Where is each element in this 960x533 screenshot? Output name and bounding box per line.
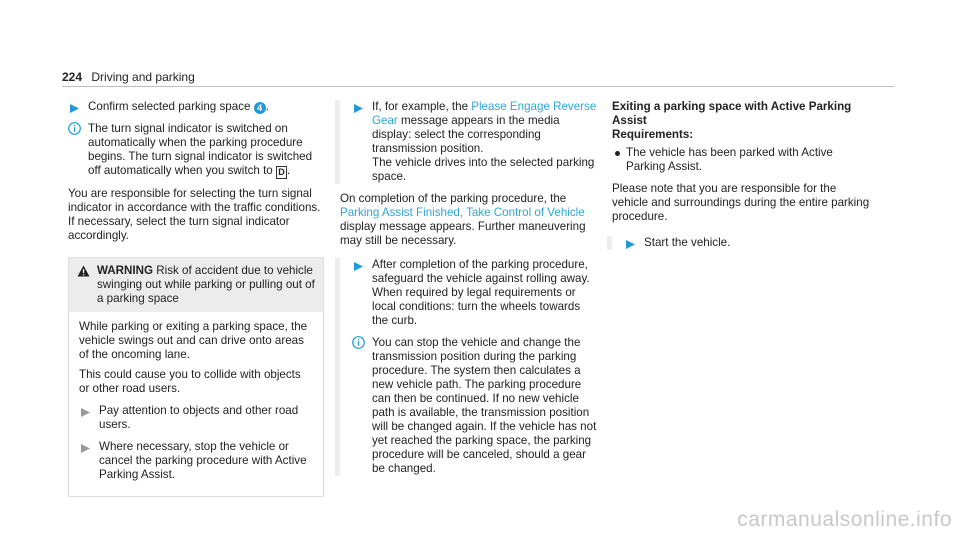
para-completion: [340, 192, 598, 248]
step-after-text: After completion of the parking procedure, safeguard the vehicle against rolling away. When required by legal requirements or local conditions: turn the wheels towards the curb.: [372, 258, 590, 327]
step-confirm-text: Confirm selected parking space: [88, 100, 254, 113]
column-middle: [340, 100, 598, 484]
info-icon: [352, 336, 365, 353]
step-start-vehicle: [624, 236, 874, 250]
step-if-result: The vehicle drives into the selected parking space.: [372, 156, 595, 183]
para-completion-text: On completion of the parking procedure, the: [340, 192, 567, 205]
requirements-label: Requirements:: [612, 128, 694, 141]
warning-box: [68, 257, 324, 497]
note-turn-signal: [68, 122, 326, 179]
arrow-right-icon: [70, 103, 79, 117]
step-engage-gear: [352, 100, 598, 184]
arrow-right-icon: [354, 103, 363, 117]
warning-step-1: [79, 404, 313, 432]
section-heading: Exiting a parking space with Active Parking Assist: [612, 100, 852, 127]
info-icon: [68, 122, 81, 139]
para-completion-end: display message appears. Further maneuvering may still be necessary.: [340, 220, 586, 247]
para-responsibility: Please note that you are responsible for the vehicle and surroundings during the entire parking procedure.: [612, 182, 870, 223]
para-responsible: You are responsible for selecting the turn signal indicator in accordance with the traffic conditions. If necessary, select the turn signal indicator accordingly.: [68, 187, 321, 242]
arrow-right-icon: [81, 407, 90, 421]
note-stop-vehicle: [352, 336, 598, 476]
warning-header: [69, 258, 323, 312]
arrow-right-icon: [354, 261, 363, 275]
step-group-after: [335, 258, 598, 476]
warning-step-2-text: Where necessary, stop the vehicle or cancel the parking procedure with Active Parking Assist.: [99, 440, 307, 481]
warning-title: Risk of accident due to vehicle swinging out while parking or pulling out of a parking space: [97, 264, 315, 305]
note-turn-signal-end: .: [286, 164, 291, 177]
step-confirm-end: .: [265, 100, 269, 113]
step-if-text-end: message appears in the media display: select the corresponding transmission position.: [372, 114, 560, 155]
warning-triangle-icon: [77, 265, 90, 281]
page-header: [62, 70, 195, 84]
display-message-finished: Parking Assist Finished, Take Control of Vehicle: [340, 206, 585, 219]
arrow-right-icon: [626, 239, 635, 253]
step-after-completion: [352, 258, 598, 328]
warning-body: [69, 312, 323, 496]
requirement-text: The vehicle has been parked with Active Parking Assist.: [626, 146, 833, 173]
bullet-dot-icon: [615, 151, 620, 156]
requirement-item: [612, 146, 874, 174]
gear-d-symbol: D: [276, 166, 287, 179]
step-start-text: Start the vehicle.: [644, 236, 731, 249]
column-left: [68, 100, 326, 497]
step-if-text: If, for example, the: [372, 100, 472, 113]
display-message-reverse: Please Engage Reverse Gear: [372, 100, 597, 127]
step-group-gear: [335, 100, 598, 184]
note-stop-text: You can stop the vehicle and change the transmission position during the parking procedure. The system then calculates a new vehicle path. The parking procedure can then be continued. If no new vehicle path is available, the transmission position will be changed again. If the vehicle has not yet reached the parking space, the parking procedure will be canceled, should a gear be changed.: [372, 336, 597, 475]
position-badge: 4: [254, 102, 266, 114]
warning-para-2: This could cause you to collide with objects or other road users.: [79, 368, 301, 395]
arrow-right-icon: [81, 443, 90, 457]
section-title: Driving and parking: [91, 70, 195, 84]
column-right: [612, 100, 874, 258]
note-turn-signal-text: The turn signal indicator is switched on automatically when the parking procedure begins. The turn signal indicator is switched off automatically when you switch to: [88, 122, 313, 177]
header-divider: [62, 86, 894, 87]
warning-label: WARNING: [97, 264, 154, 277]
step-group-start: [607, 236, 874, 250]
page-number: 224: [62, 70, 83, 84]
warning-step-2: [79, 440, 313, 482]
watermark: carmanualsonline.info: [737, 508, 952, 531]
warning-para-1: While parking or exiting a parking space, the vehicle swings out and can drive onto areas of the oncoming lane.: [79, 320, 308, 361]
step-confirm: [68, 100, 326, 114]
warning-step-1-text: Pay attention to objects and other road users.: [99, 404, 299, 431]
